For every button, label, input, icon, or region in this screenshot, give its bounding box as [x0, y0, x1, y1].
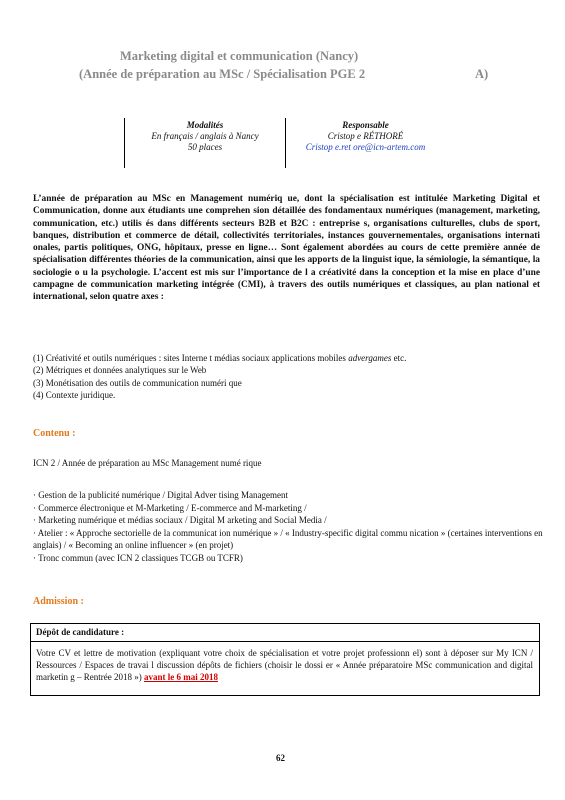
axis-item-1-end: etc.: [393, 353, 407, 363]
course-item-3: · Marketing numérique et médias sociaux / Digital M arketing and Social Media /: [33, 515, 327, 525]
application-instructions-text: Votre CV et lettre de motivation (expliquant votre choix de spécialisation et votre projet professionn el) sont à déposer sur My ICN / Ressources / Espaces de travai l discussion dépôts de fichiers (choisir le dossi er « Année préparatoire MSc communication and digital marketin g – Rentrée 2018 »): [36, 648, 533, 682]
axis-item-1-text: (1) Créativité et outils numériques : sites Interne t médias sociaux applications mobiles: [33, 353, 346, 363]
responsable-email-link[interactable]: Cristop e.ret ore@icn-artem.com: [305, 142, 426, 152]
course-item-4: · Atelier : « Approche sectorielle de la communicat ion numérique » / « Industry-specific digital commu nication » (certaines interventions en anglais) / « Becoming an online influencer » (en projet): [33, 527, 543, 550]
box-divider: [31, 641, 539, 642]
page-title: Marketing digital et communication (Nancy): [120, 49, 359, 63]
axis-item-1-emphasis: advergames: [348, 353, 392, 363]
contenu-heading: Contenu :: [33, 428, 76, 439]
axis-item-4: (4) Contexte juridique.: [33, 389, 116, 400]
course-item-5: · Tronc commun (avec ICN 2 classiques TCGB ou TCFR): [33, 552, 243, 563]
responsable-label: Responsable: [342, 120, 389, 130]
modalites-column: [124, 118, 286, 168]
modalites-places: 50 places: [187, 142, 223, 152]
page-subtitle: (Année de préparation au MSc / Spécialisation PGE 2: [79, 67, 366, 81]
modalites-label: Modalités: [186, 120, 224, 130]
deadline-text: avant le 6 mai 2018: [143, 671, 218, 682]
page-number: 62: [276, 753, 285, 763]
program-line: ICN 2 / Année de préparation au MSc Management numé rique: [33, 458, 262, 468]
responsable-name: Cristop e RÉTHORÉ: [327, 131, 404, 141]
axis-item-3: (3) Monétisation des outils de communication numéri que: [33, 377, 242, 388]
course-list: [33, 489, 543, 564]
axis-item-2: (2) Métriques et données analytiques sur le Web: [33, 365, 207, 376]
page-subtitle-end: A): [475, 67, 489, 81]
intro-paragraph: L’année de préparation au MSc en Management numériq ue, dont la spécialisation est intitulée Marketing Digital et Communication, donne aux étudiants une comprehen sion détaillée des fondamentaux numériques (management, marketing, communication, etc.) utilis és dans différents secteurs B2B et B2C : entreprise s, organisations culturelles, clubs de sport, banques, distribution et commerce de détail, collectivités territoriales, instances gouvernementales, organisations internati onales, partis politiques, ONG, hôpitaux, presse en ligne… Sont également abordées au cours de cette première année de spécialisation différentes théories de la communication, ainsi que les apports de la linguist ique, la sémiologie, la sémantique, la sociologie o u la psychologie. L’accent est mis sur l’importance de l a créativité dans la conception et la mise en place d’une campagne de communication marketing intégrée (CMI), à travers des outils numériques et classiques, au plan national et international, selon quatre axes :: [33, 194, 540, 303]
course-item-2: · Commerce électronique et M-Marketing / E-commerce and M-marketing /: [33, 502, 307, 513]
course-item-1: · Gestion de la publicité numérique / Digital Adver tising Management: [33, 490, 288, 500]
admission-heading: Admission :: [33, 596, 84, 607]
application-box-title: Dépôt de candidature :: [36, 627, 125, 637]
responsable-column: [285, 118, 446, 168]
application-instructions: [36, 648, 533, 683]
modalites-language: En français / anglais à Nancy: [151, 131, 259, 141]
info-table: [124, 118, 446, 168]
axes-list: [33, 352, 533, 401]
axis-item-1: [33, 352, 533, 364]
application-box: [30, 623, 540, 696]
